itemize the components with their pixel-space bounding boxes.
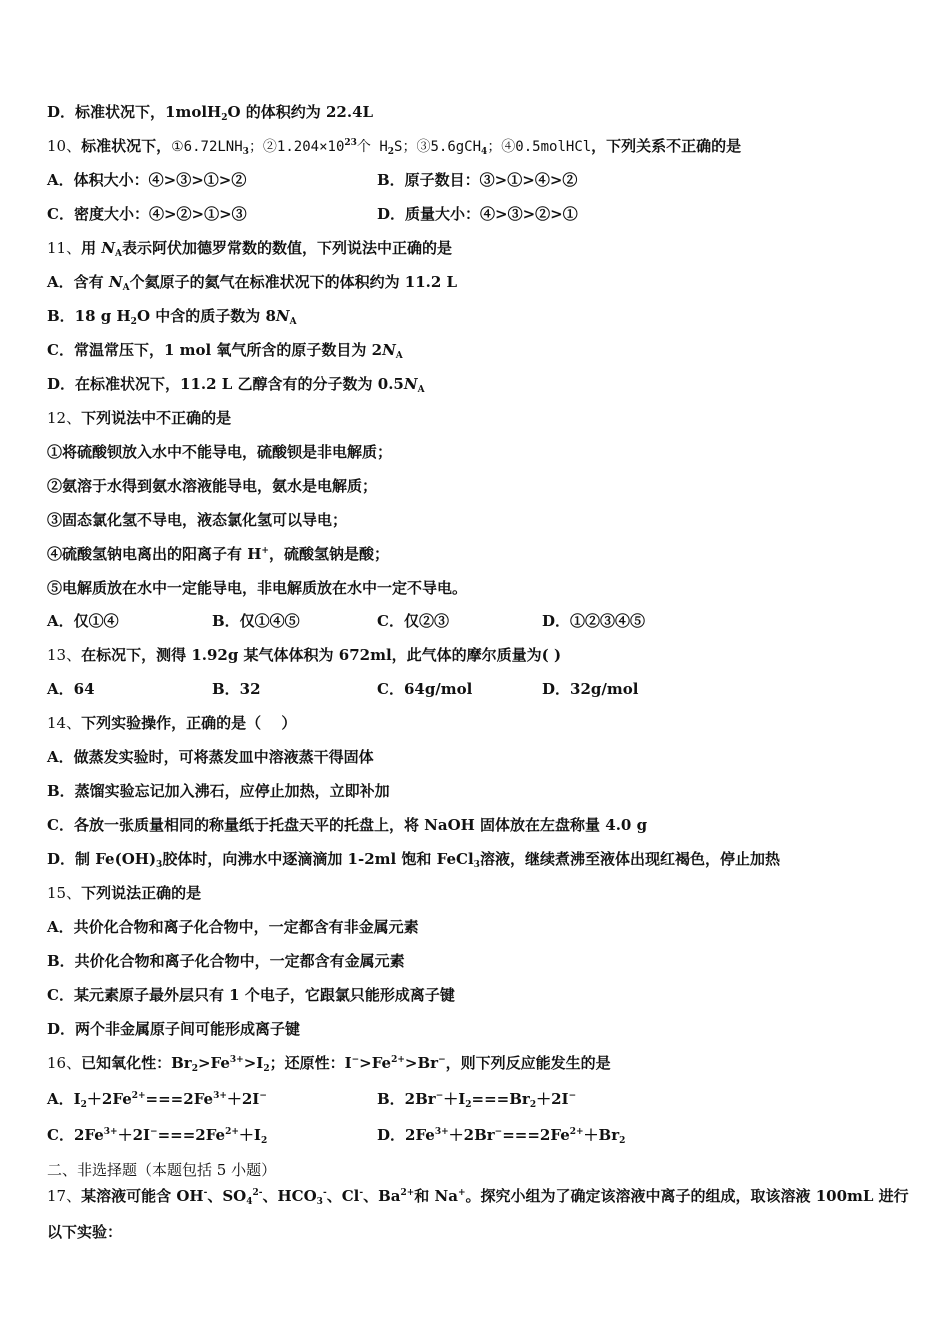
text-segment: O 中含的质子数为 8 bbox=[136, 307, 276, 325]
q13-c-line bbox=[377, 679, 472, 699]
text-segment: ===2Fe bbox=[502, 1126, 570, 1144]
text-segment: C．64g/mol bbox=[377, 680, 473, 698]
text-segment: B．32 bbox=[212, 680, 261, 698]
text-segment: C．各放一张质量相同的称量纸于托盘天平的托盘上，将 NaOH 固体放在左盘称量 4.0 g bbox=[47, 816, 648, 834]
text-segment: B．2Br bbox=[377, 1090, 436, 1108]
q11-d-line bbox=[47, 374, 425, 394]
q13-a-line bbox=[47, 679, 95, 699]
text-segment: ＋2I bbox=[226, 1090, 260, 1108]
text-segment: ；②1.204×10 bbox=[248, 139, 345, 155]
text-segment: 2 bbox=[263, 1064, 270, 1074]
text-segment: 2 bbox=[130, 317, 137, 327]
text-segment: 某溶液可能含 OH bbox=[81, 1187, 204, 1205]
q12-line bbox=[47, 408, 231, 428]
text-segment: 2+ bbox=[131, 1091, 146, 1101]
text-segment: 15、 bbox=[47, 884, 82, 902]
q11-b-line bbox=[47, 306, 297, 326]
text-segment: 。探究小组为了确定该溶液中离子的组成，取该溶液 100mL 进行 bbox=[465, 1187, 909, 1205]
q14-d-line bbox=[47, 849, 780, 869]
text-segment: ，下列关系不正确的是 bbox=[591, 137, 742, 155]
text-segment: B．蒸馏实验忘记加入沸石，应停止加热，立即补加 bbox=[47, 782, 390, 800]
q10-d-line bbox=[377, 204, 578, 224]
text-segment: + bbox=[457, 1188, 466, 1198]
q13-b-line bbox=[212, 679, 261, 699]
text-segment: ①将硫酸钡放入水中不能导电，硫酸钡是非电解质； bbox=[47, 443, 393, 461]
text-segment: 、Ba bbox=[363, 1187, 401, 1205]
q10-c-line bbox=[47, 204, 247, 224]
text-segment: 3+ bbox=[213, 1091, 227, 1101]
text-segment: 2+ bbox=[569, 1127, 584, 1137]
text-segment: - bbox=[203, 1188, 208, 1198]
text-segment: D．两个非金属原子间可能形成离子键 bbox=[47, 1020, 301, 1038]
text-segment: A bbox=[417, 385, 425, 395]
text-segment: 2 bbox=[221, 113, 228, 123]
text-segment: A．共价化合物和离子化合物中，一定都含有非金属元素 bbox=[47, 918, 419, 936]
text-segment: 2 bbox=[191, 1064, 198, 1074]
q17-cont-line bbox=[47, 1222, 122, 1242]
text-segment: D．2Fe bbox=[377, 1126, 435, 1144]
text-segment: 溶液，继续煮沸至液体出现红褐色，停止加热 bbox=[479, 850, 780, 868]
text-segment: 在标况下，测得 1.92g 某气体体积为 672ml，此气体的摩尔质量为( ) bbox=[81, 646, 562, 664]
text-segment: ＋2I bbox=[117, 1126, 151, 1144]
text-segment: 表示阿伏加德罗常数的数值，下列说法中正确的是 bbox=[122, 239, 453, 257]
q14-a-line bbox=[47, 747, 374, 767]
text-segment: - bbox=[359, 1188, 364, 1198]
text-segment: 个氦原子的氦气在标准状况下的体积约为 11.2 L bbox=[129, 273, 458, 291]
text-segment: 2+ bbox=[391, 1055, 405, 1065]
text-segment: 2 bbox=[619, 1136, 626, 1146]
text-segment: 2+ bbox=[400, 1188, 415, 1198]
q11-line bbox=[47, 238, 452, 258]
text-segment: 2- bbox=[252, 1188, 263, 1198]
text-segment: 已知氧化性：Br bbox=[81, 1054, 192, 1072]
q10-a-line bbox=[47, 170, 246, 190]
text-segment: N bbox=[382, 341, 396, 359]
text-segment: ②氨溶于水得到氨水溶液能导电，氨水是电解质； bbox=[47, 477, 378, 495]
text-segment: ，硫酸氢钠是酸； bbox=[268, 545, 389, 563]
text-segment: A bbox=[115, 249, 123, 259]
q15-line bbox=[47, 883, 201, 903]
text-segment: 17、 bbox=[47, 1187, 82, 1205]
q16-c-line bbox=[47, 1125, 267, 1145]
text-segment: ；④0.5molHCl bbox=[487, 139, 592, 155]
text-segment: - bbox=[322, 1188, 327, 1198]
text-segment: ===Br bbox=[471, 1090, 530, 1108]
q12-s2-line bbox=[47, 476, 377, 496]
text-segment: ===2Fe bbox=[145, 1090, 214, 1108]
section2-line bbox=[47, 1160, 276, 1180]
text-segment: D．在标准状况下，11.2 L 乙醇含有的分子数为 0.5 bbox=[47, 375, 404, 393]
text-segment: D．质量大小：④>③>②>① bbox=[377, 205, 578, 223]
q13-line bbox=[47, 645, 561, 665]
text-segment: 胶体时，向沸水中逐滴滴加 1-2ml 饱和 FeCl bbox=[162, 850, 474, 868]
text-segment: D．32g/mol bbox=[542, 680, 639, 698]
text-segment: ＋2I bbox=[536, 1090, 569, 1108]
q12-c-line bbox=[377, 611, 449, 631]
text-segment: + bbox=[261, 546, 269, 556]
text-segment: C．仅②③ bbox=[377, 612, 449, 630]
text-segment: − bbox=[259, 1091, 267, 1101]
text-segment: 二、非选择题（本题包括 5 小题） bbox=[47, 1161, 277, 1179]
text-segment: 2 bbox=[387, 147, 395, 157]
q12-s5-line bbox=[47, 578, 467, 598]
text-segment: A．64 bbox=[47, 680, 95, 698]
text-segment: A bbox=[289, 317, 297, 327]
text-segment: >Fe bbox=[359, 1054, 392, 1072]
q14-line bbox=[47, 713, 296, 733]
text-segment: B．仅①④⑤ bbox=[212, 612, 300, 630]
text-segment: 3 bbox=[316, 1197, 323, 1207]
q12-s1-line bbox=[47, 442, 392, 462]
text-segment: 3 bbox=[242, 147, 249, 157]
text-segment: 3+ bbox=[103, 1127, 118, 1137]
q15-a-line bbox=[47, 917, 419, 937]
text-segment: N bbox=[275, 307, 290, 325]
q16-d-line bbox=[377, 1125, 625, 1145]
text-segment: ===2Fe bbox=[157, 1126, 226, 1144]
text-segment: D．①②③④⑤ bbox=[542, 612, 646, 630]
text-segment: C．常温常压下，1 mol 氧气所含的原子数目为 2 bbox=[47, 341, 383, 359]
text-segment: 23 bbox=[344, 138, 357, 148]
text-segment: A bbox=[122, 283, 130, 293]
text-segment: ⑤电解质放在水中一定能导电，非电解质放在水中一定不导电。 bbox=[47, 579, 468, 597]
q16-a-line bbox=[47, 1089, 267, 1109]
text-segment: 、HCO bbox=[262, 1187, 317, 1205]
text-segment: ④硫酸氢钠电离出的阳离子有 H bbox=[47, 545, 262, 563]
text-segment: 2 bbox=[80, 1100, 87, 1110]
text-segment: 2+ bbox=[225, 1127, 239, 1137]
text-segment: 下列说法正确的是 bbox=[81, 884, 202, 902]
q16-b-line bbox=[377, 1089, 576, 1109]
text-segment: 、SO bbox=[207, 1187, 247, 1205]
text-segment: − bbox=[568, 1091, 577, 1101]
text-segment: 下列说法中不正确的是 bbox=[81, 409, 232, 427]
q15-c-line bbox=[47, 985, 455, 1005]
text-segment: 2 bbox=[465, 1100, 472, 1110]
text-segment: B．18 g H bbox=[47, 307, 131, 325]
text-segment: 4 bbox=[246, 1197, 253, 1207]
text-segment: D．标准状况下，1molH bbox=[47, 103, 222, 121]
text-segment: 标准状况下， bbox=[81, 137, 172, 155]
q17-line bbox=[47, 1186, 909, 1206]
text-segment: ＋I bbox=[443, 1090, 466, 1108]
text-segment: 3+ bbox=[229, 1055, 244, 1065]
text-segment: ，则下列反应能发生的是 bbox=[445, 1054, 611, 1072]
text-segment: D．制 Fe(OH) bbox=[47, 850, 157, 868]
text-segment: 16、 bbox=[47, 1054, 82, 1072]
text-segment: 10、 bbox=[47, 137, 82, 155]
text-segment: − bbox=[435, 1091, 444, 1101]
text-segment: C．某元素原子最外层只有 1 个电子，它跟氯只能形成离子键 bbox=[47, 986, 455, 1004]
text-segment: 2 bbox=[260, 1136, 268, 1146]
text-segment: ＋Br bbox=[583, 1126, 620, 1144]
text-segment: A．含有 bbox=[47, 273, 109, 291]
text-segment: B．原子数目：③>①>④>② bbox=[377, 171, 578, 189]
text-segment: N bbox=[101, 239, 116, 257]
text-segment: 个 H bbox=[356, 139, 388, 155]
text-segment: A．仅①④ bbox=[47, 612, 119, 630]
text-segment: 2 bbox=[529, 1100, 537, 1110]
text-segment: N bbox=[108, 273, 123, 291]
text-segment: C．2Fe bbox=[47, 1126, 104, 1144]
text-segment: A．体积大小：④>③>①>② bbox=[47, 171, 247, 189]
text-segment: 以下实验： bbox=[47, 1223, 123, 1241]
text-segment: S；③5.6gCH bbox=[394, 139, 482, 155]
text-segment: 3 bbox=[473, 860, 480, 870]
q11-a-line bbox=[47, 272, 457, 292]
text-segment: ＋2Fe bbox=[86, 1090, 132, 1108]
text-segment: 3 bbox=[156, 860, 163, 870]
text-segment: 11、 bbox=[47, 239, 82, 257]
text-segment: N bbox=[403, 375, 418, 393]
q15-b-line bbox=[47, 951, 405, 971]
q14-c-line bbox=[47, 815, 647, 835]
text-segment: ③固态氯化氢不导电，液态氯化氢可以导电； bbox=[47, 511, 348, 529]
q13-d-line bbox=[542, 679, 638, 699]
text-segment: − bbox=[351, 1055, 360, 1065]
text-segment: A．做蒸发实验时，可将蒸发皿中溶液蒸干得固体 bbox=[47, 748, 374, 766]
text-segment: 4 bbox=[481, 147, 488, 157]
text-segment: B．共价化合物和离子化合物中，一定都含有金属元素 bbox=[47, 952, 405, 970]
text-segment: A．I bbox=[47, 1090, 81, 1108]
text-segment: ＋2Br bbox=[448, 1126, 495, 1144]
text-segment: ①6.72LNH bbox=[171, 139, 243, 155]
text-segment: O 的体积约为 22.4L bbox=[227, 103, 374, 121]
text-segment: >Br bbox=[404, 1054, 439, 1072]
text-segment: 用 bbox=[81, 239, 102, 257]
q15-d-line bbox=[47, 1019, 300, 1039]
text-segment: 、Cl bbox=[326, 1187, 360, 1205]
q12-a-line bbox=[47, 611, 119, 631]
text-segment: >Fe bbox=[197, 1054, 230, 1072]
text-segment: ＋I bbox=[238, 1126, 261, 1144]
text-segment: 3+ bbox=[434, 1127, 449, 1137]
q12-s3-line bbox=[47, 510, 347, 530]
text-segment: 和 Na bbox=[414, 1187, 458, 1205]
q11-c-line bbox=[47, 340, 403, 360]
text-segment: 14、 bbox=[47, 714, 82, 732]
q10-line bbox=[47, 136, 741, 157]
text-segment: >I bbox=[243, 1054, 264, 1072]
q14-b-line bbox=[47, 781, 390, 801]
q10-b-line bbox=[377, 170, 577, 190]
text-segment: 下列实验操作，正确的是（ ） bbox=[81, 714, 297, 732]
text-segment: 13、 bbox=[47, 646, 82, 664]
text-segment: 12、 bbox=[47, 409, 82, 427]
q9-d-line bbox=[47, 102, 373, 122]
text-segment: A bbox=[395, 351, 403, 361]
text-segment: − bbox=[438, 1055, 446, 1065]
text-segment: ；还原性：I bbox=[269, 1054, 352, 1072]
text-segment: C．密度大小：④>②>①>③ bbox=[47, 205, 247, 223]
text-segment: − bbox=[150, 1127, 158, 1137]
q12-b-line bbox=[212, 611, 300, 631]
q16-line bbox=[47, 1053, 611, 1073]
q12-s4-line bbox=[47, 544, 389, 564]
text-segment: − bbox=[494, 1127, 503, 1137]
q12-d-line bbox=[542, 611, 645, 631]
